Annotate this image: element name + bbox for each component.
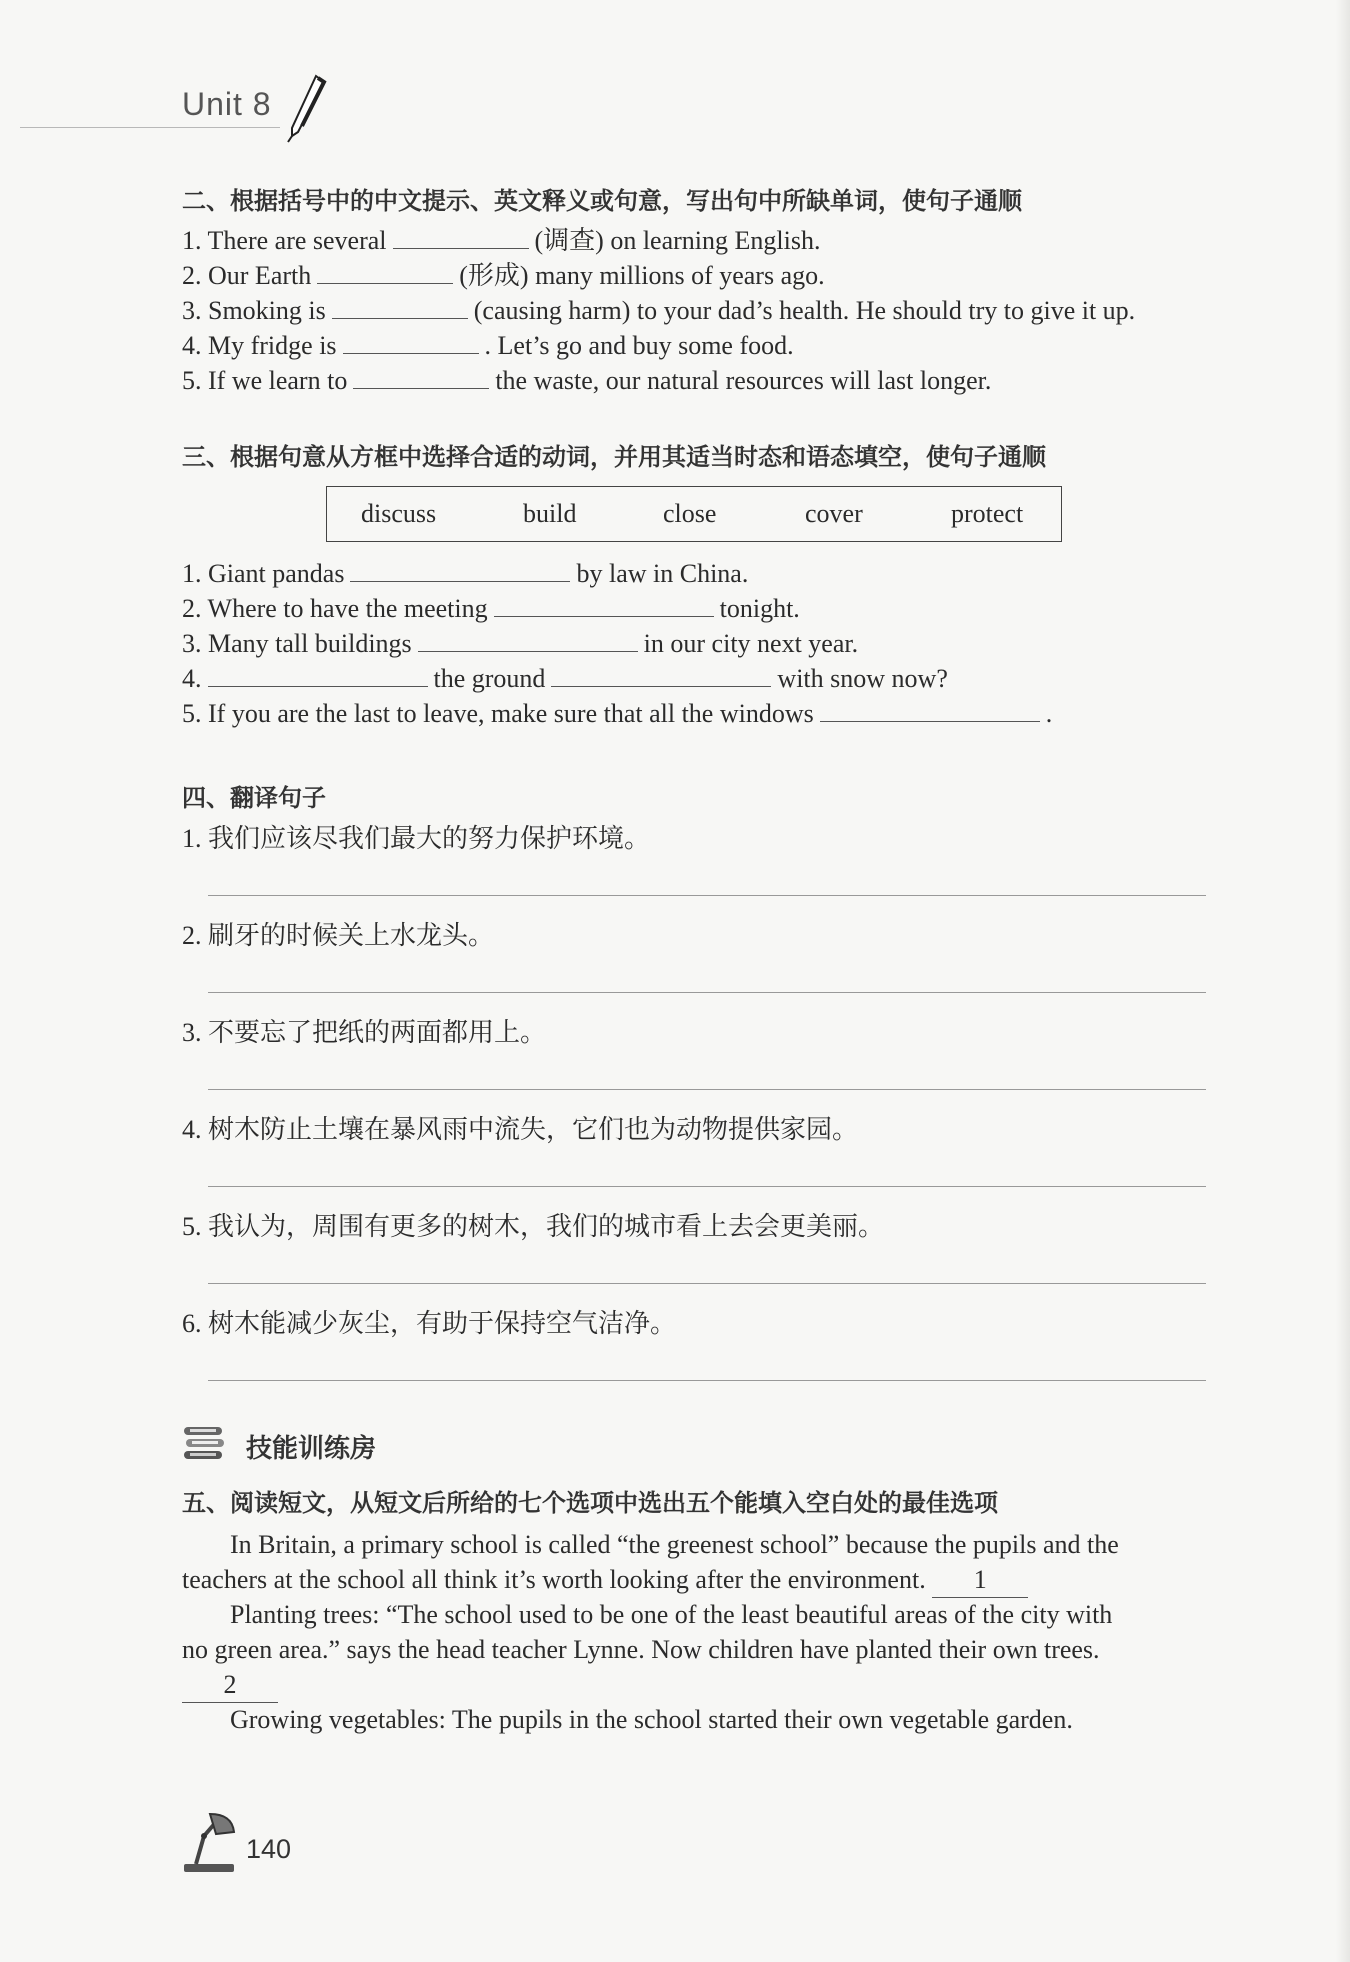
passage-line: Planting trees: “The school used to be one of the least beautiful areas of the city with (230, 1600, 1113, 1629)
item-text: (causing harm) to your dad’s health. He should try to give it up. (473, 296, 1136, 325)
section2-title: 二、根据括号中的中文提示、英文释义或句意，写出句中所缺单词，使句子通顺 (182, 187, 1022, 215)
word-bank-item: close (663, 499, 717, 528)
section3-item-4 (182, 662, 948, 696)
item-text: . (1045, 699, 1053, 728)
translate-item-4: 4. 树木防止土壤在暴风雨中流失，它们也为动物提供家园。 (182, 1115, 859, 1144)
section3-title: 三、根据句意从方框中选择合适的动词，并用其适当时态和语态填空，使句子通顺 (182, 443, 1046, 471)
answer-line[interactable] (208, 992, 1206, 993)
section3-item-1 (182, 557, 748, 591)
item-text: by law in China. (576, 559, 749, 588)
answer-blank[interactable] (551, 662, 771, 687)
answer-blank[interactable] (393, 224, 529, 249)
answer-blank[interactable] (208, 662, 428, 687)
item-text: (形成) many millions of years ago. (459, 261, 825, 290)
page-edge-shadow (1336, 0, 1350, 1962)
answer-blank[interactable] (820, 697, 1040, 722)
translate-item-5: 5. 我认为，周围有更多的树木，我们的城市看上去会更美丽。 (182, 1212, 885, 1241)
item-text: . Let’s go and buy some food. (484, 331, 794, 360)
section4-title: 四、翻译句子 (182, 784, 326, 812)
item-text: 1. There are several (182, 226, 387, 255)
item-text: 2. Where to have the meeting (182, 594, 488, 623)
section2-item-3 (182, 294, 1135, 328)
answer-line[interactable] (208, 1186, 1206, 1187)
passage-line: no green area.” says the head teacher Lynne. Now children have planted their own trees. (182, 1635, 1100, 1664)
section2-item-2 (182, 259, 825, 293)
item-text: 4. (182, 664, 202, 693)
passage-text: teachers at the school all think it’s worth looking after the environment. (182, 1565, 926, 1594)
word-bank-item: build (523, 499, 577, 528)
section5-title: 五、阅读短文，从短文后所给的七个选项中选出五个能填入空白处的最佳选项 (182, 1489, 998, 1517)
answer-blank[interactable] (332, 294, 468, 319)
translate-item-6: 6. 树木能减少灰尘，有助于保持空气洁净。 (182, 1309, 677, 1338)
translate-item-3: 3. 不要忘了把纸的两面都用上。 (182, 1018, 547, 1047)
section2-item-5 (182, 364, 991, 398)
item-text: tonight. (719, 594, 800, 623)
answer-line[interactable] (208, 895, 1206, 896)
item-text: the waste, our natural resources will last longer. (495, 366, 992, 395)
book-stack-icon (182, 1423, 226, 1463)
answer-line[interactable] (208, 1089, 1206, 1090)
item-text: 4. My fridge is (182, 331, 337, 360)
word-bank-box (326, 486, 1062, 542)
section3-item-5 (182, 697, 1052, 731)
word-bank-item: discuss (361, 499, 437, 528)
item-text: 5. If you are the last to leave, make sure that all the windows (182, 699, 814, 728)
item-text: 1. Giant pandas (182, 559, 345, 588)
passage-line: Growing vegetables: The pupils in the school started their own vegetable garden. (230, 1705, 1073, 1734)
item-text: 3. Smoking is (182, 296, 326, 325)
translate-item-2: 2. 刷牙的时候关上水龙头。 (182, 921, 495, 950)
item-text: 3. Many tall buildings (182, 629, 412, 658)
pen-icon (284, 74, 328, 144)
item-text: the ground (433, 664, 546, 693)
skills-title: 技能训练房 (246, 1434, 377, 1464)
answer-blank[interactable] (343, 329, 479, 354)
answer-line[interactable] (208, 1380, 1206, 1381)
section3-item-3 (182, 627, 858, 661)
section3-item-2 (182, 592, 800, 626)
answer-line[interactable] (208, 1283, 1206, 1284)
passage-blank-1[interactable]: 1 (932, 1562, 1028, 1598)
answer-blank[interactable] (418, 627, 638, 652)
passage-line (182, 1667, 1192, 1703)
item-text: (调查) on learning English. (534, 226, 821, 255)
answer-blank[interactable] (494, 592, 714, 617)
passage-line (182, 1562, 1192, 1598)
section2-item-1 (182, 224, 820, 258)
section2-item-4 (182, 329, 794, 363)
item-text: 2. Our Earth (182, 261, 312, 290)
word-bank-item: cover (805, 499, 863, 528)
unit-title: Unit 8 (182, 86, 272, 122)
page-number: 140 (246, 1834, 292, 1864)
item-text: in our city next year. (643, 629, 859, 658)
item-text: with snow now? (777, 664, 948, 693)
item-text: 5. If we learn to (182, 366, 348, 395)
passage-line: In Britain, a primary school is called “the greenest school” because the pupils and the (230, 1530, 1119, 1559)
translate-item-1: 1. 我们应该尽我们最大的努力保护环境。 (182, 824, 651, 853)
answer-blank[interactable] (350, 557, 570, 582)
header-rule (20, 127, 280, 128)
answer-blank[interactable] (353, 364, 489, 389)
answer-blank[interactable] (317, 259, 453, 284)
lamp-icon (182, 1812, 238, 1874)
passage-blank-2[interactable]: 2 (182, 1667, 278, 1703)
word-bank-item: protect (951, 499, 1024, 528)
